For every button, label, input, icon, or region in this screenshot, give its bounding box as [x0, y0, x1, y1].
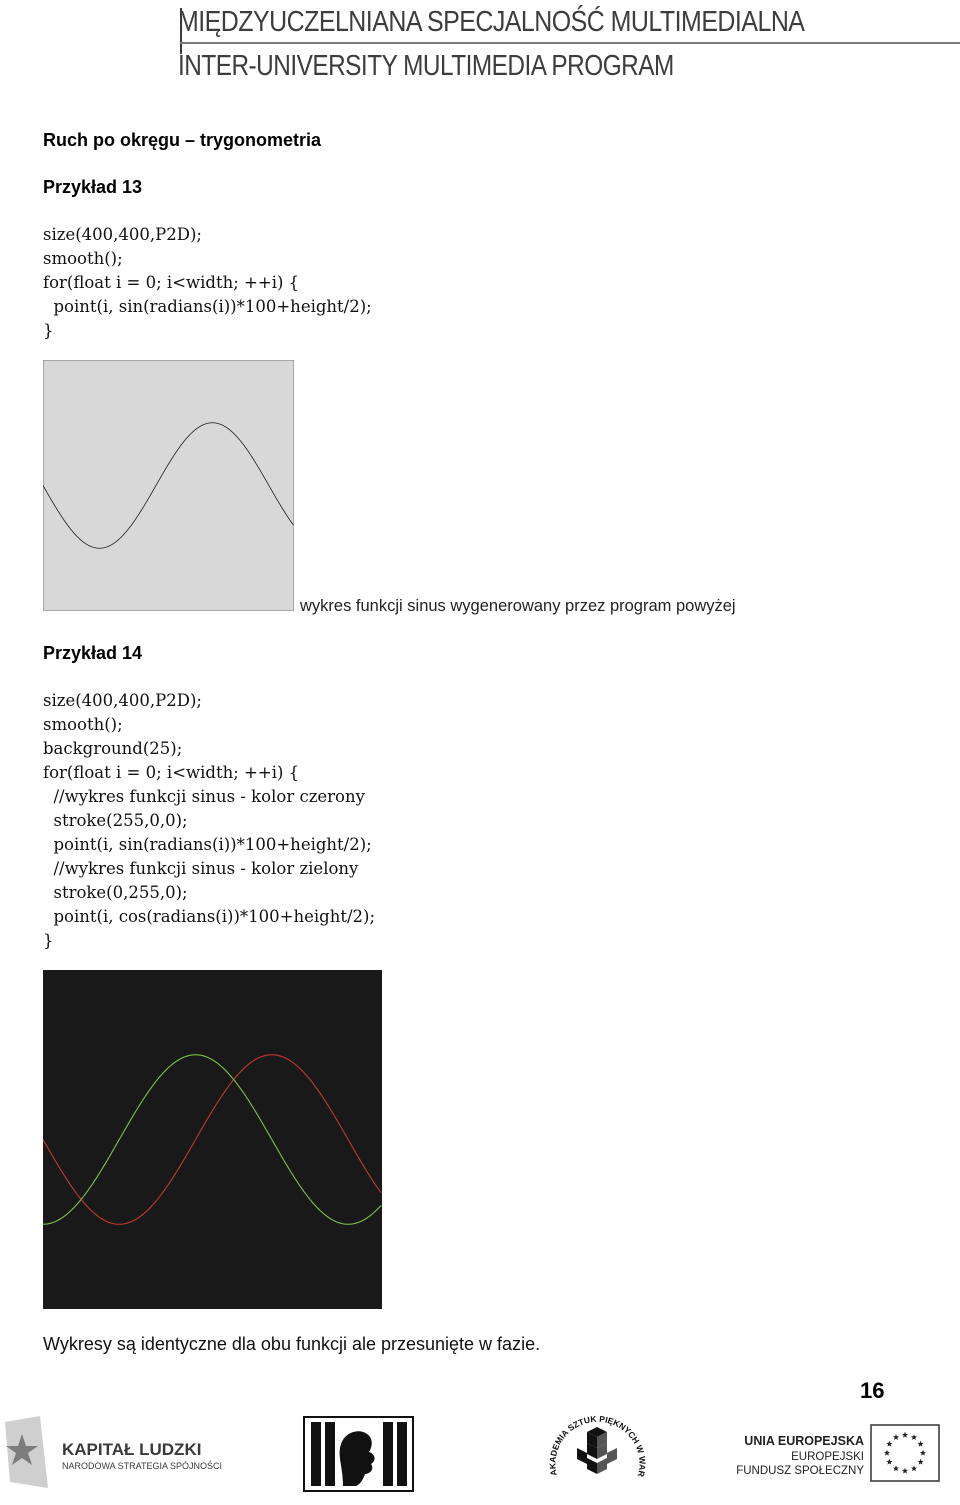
example14-plot — [43, 970, 382, 1309]
plot-background — [43, 970, 382, 1309]
plot-background — [43, 360, 294, 611]
eu-line3: FUNDUSZ SPOŁECZNY — [736, 1465, 864, 1477]
example14-title: Przykład 14 — [43, 643, 143, 663]
section-title: Ruch po okręgu – trygonometria — [43, 130, 322, 150]
kapital-ludzki-title: KAPITAŁ LUDZKI — [62, 1440, 202, 1459]
header-title-en: INTER-UNIVERSITY MULTIMEDIA PROGRAM — [178, 50, 674, 82]
sine-chart — [43, 360, 294, 611]
eu-line2: EUROPEJSKI — [791, 1451, 864, 1463]
example14-code: size(400,400,P2D); smooth(); background(25); for(float i = 0; i<width; ++i) { //wykres funkcji sinus - kolor czerony stroke(255,0,0); point(i, sin(radians(i))*100+height/2); //wykres funkcji sinus - kolor zielony stroke(0,255,0); point(i, cos(radians(i))*100+height/2); } — [43, 691, 375, 950]
academy-arc-text: AKADEMIA SZTUK PIĘKNYCH W WAR — [547, 1413, 648, 1478]
kapital-ludzki-subtitle: NARODOWA STRATEGIA SPÓJNOŚCI — [62, 1461, 223, 1471]
example13-caption: wykres funkcji sinus wygenerowany przez program powyżej — [300, 597, 736, 615]
eu-title: UNIA EUROPEJSKA — [744, 1434, 864, 1448]
kapital-ludzki-star-icon — [0, 1412, 60, 1492]
eu-flag — [870, 1424, 940, 1482]
multimedia-program-logo — [303, 1416, 414, 1492]
page-number: 16 — [860, 1378, 885, 1403]
eu-text-block — [736, 1430, 870, 1480]
profile-logo-icon — [303, 1416, 414, 1492]
academy-cubes-icon — [545, 1405, 650, 1500]
academy-logo — [545, 1405, 650, 1500]
header-divider-horizontal — [180, 42, 960, 44]
sine-cosine-chart — [43, 970, 382, 1309]
example13-plot — [43, 360, 294, 611]
example13-code: size(400,400,P2D); smooth(); for(float i = 0; i<width; ++i) { point(i, sin(radians(i))*100+height/2); } — [43, 225, 372, 340]
example13-title: Przykład 13 — [43, 177, 143, 197]
header-title-pl: MIĘDZYUCZELNIANA SPECJALNOŚĆ MULTIMEDIALNA — [178, 6, 805, 38]
phase-note: Wykresy są identyczne dla obu funkcji ale przesunięte w fazie. — [43, 1334, 541, 1354]
kapital-ludzki-logo — [0, 1412, 223, 1492]
eu-flag-icon — [870, 1424, 940, 1482]
